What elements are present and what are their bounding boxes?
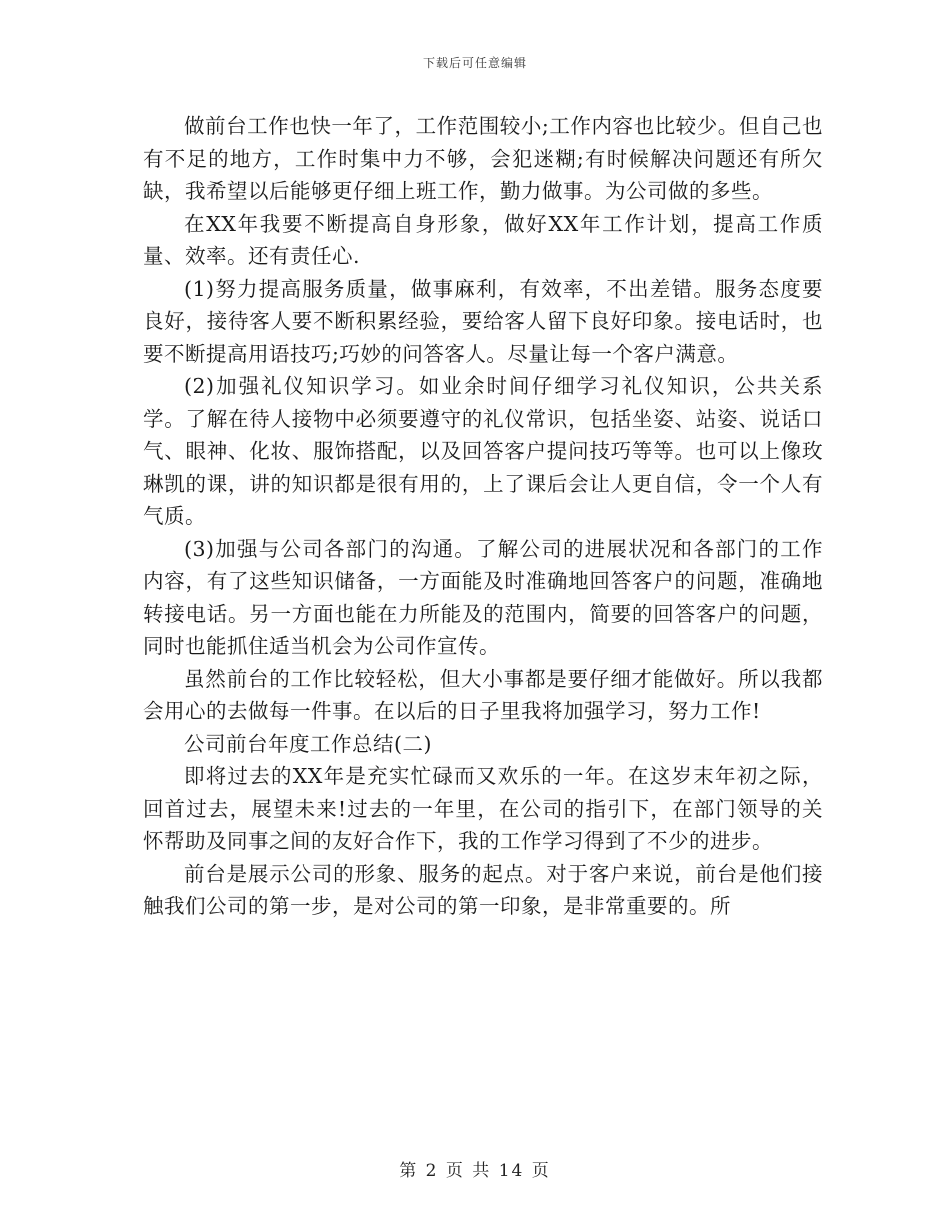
paragraph-section2-intro: 即将过去的XX年是充实忙碌而又欢乐的一年。在这岁末年初之际，回首过去，展望未来!过去的一年里，在公司的指引下，在部门领导的关怀帮助及同事之间的友好合作下，我的工作学习得到了不少的进步。	[143, 764, 823, 853]
paragraph-item-1: (1)努力提高服务质量，做事麻利，有效率，不出差错。服务态度要良好，接待客人要不断积累经验，要给客人留下良好印象。接电话时，也要不断提高用语技巧;巧妙的问答客人。尽量让每一个客户满意。	[143, 276, 823, 366]
paragraph-intro: 做前台工作也快一年了，工作范围较小;工作内容也比较少。但自己也有不足的地方，工作时集中力不够，会犯迷糊;有时候解决问题还有所欠缺，我希望以后能够更仔细上班工作，勤力做事。为公司做的多些。	[143, 114, 823, 203]
paragraph-plan: 在XX年我要不断提高自身形象，做好XX年工作计划，提高工作质量、效率。还有责任心.	[143, 211, 823, 268]
page-header: 下载后可任意编辑	[422, 56, 527, 70]
paragraph-item-3: (3)加强与公司各部门的沟通。了解公司的进展状况和各部门的工作内容，有了这些知识储备，一方面能及时准确地回答客户的问题，准确地转接电话。另一方面也能在力所能及的范围内，简要的回答客户的问题，同时也能抓住适当机会为公司作宣传。	[143, 536, 823, 658]
section-heading: 公司前台年度工作总结(二)	[184, 731, 432, 756]
paragraph-section2-front-desk: 前台是展示公司的形象、服务的起点。对于客户来说，前台是他们接触我们公司的第一步，是对公司的第一印象，是非常重要的。所	[143, 861, 823, 918]
paragraph-conclusion: 虽然前台的工作比较轻松，但大小事都是要仔细才能做好。所以我都会用心的去做每一件事。在以后的日子里我将加强学习，努力工作!	[143, 666, 823, 723]
page-number: 第 2 页 共 14 页	[399, 1161, 551, 1181]
paragraph-item-2: (2)加强礼仪知识学习。如业余时间仔细学习礼仪知识，公共关系学。了解在待人接物中必须要遵守的礼仪常识，包括坐姿、站姿、说话口气、眼神、化妆、服饰搭配，以及回答客户提问技巧等等。也可以上像玫琳凯的课，讲的知识都是很有用的，上了课后会让人更自信，令一个人有气质。	[143, 374, 823, 528]
document-body	[143, 110, 823, 923]
